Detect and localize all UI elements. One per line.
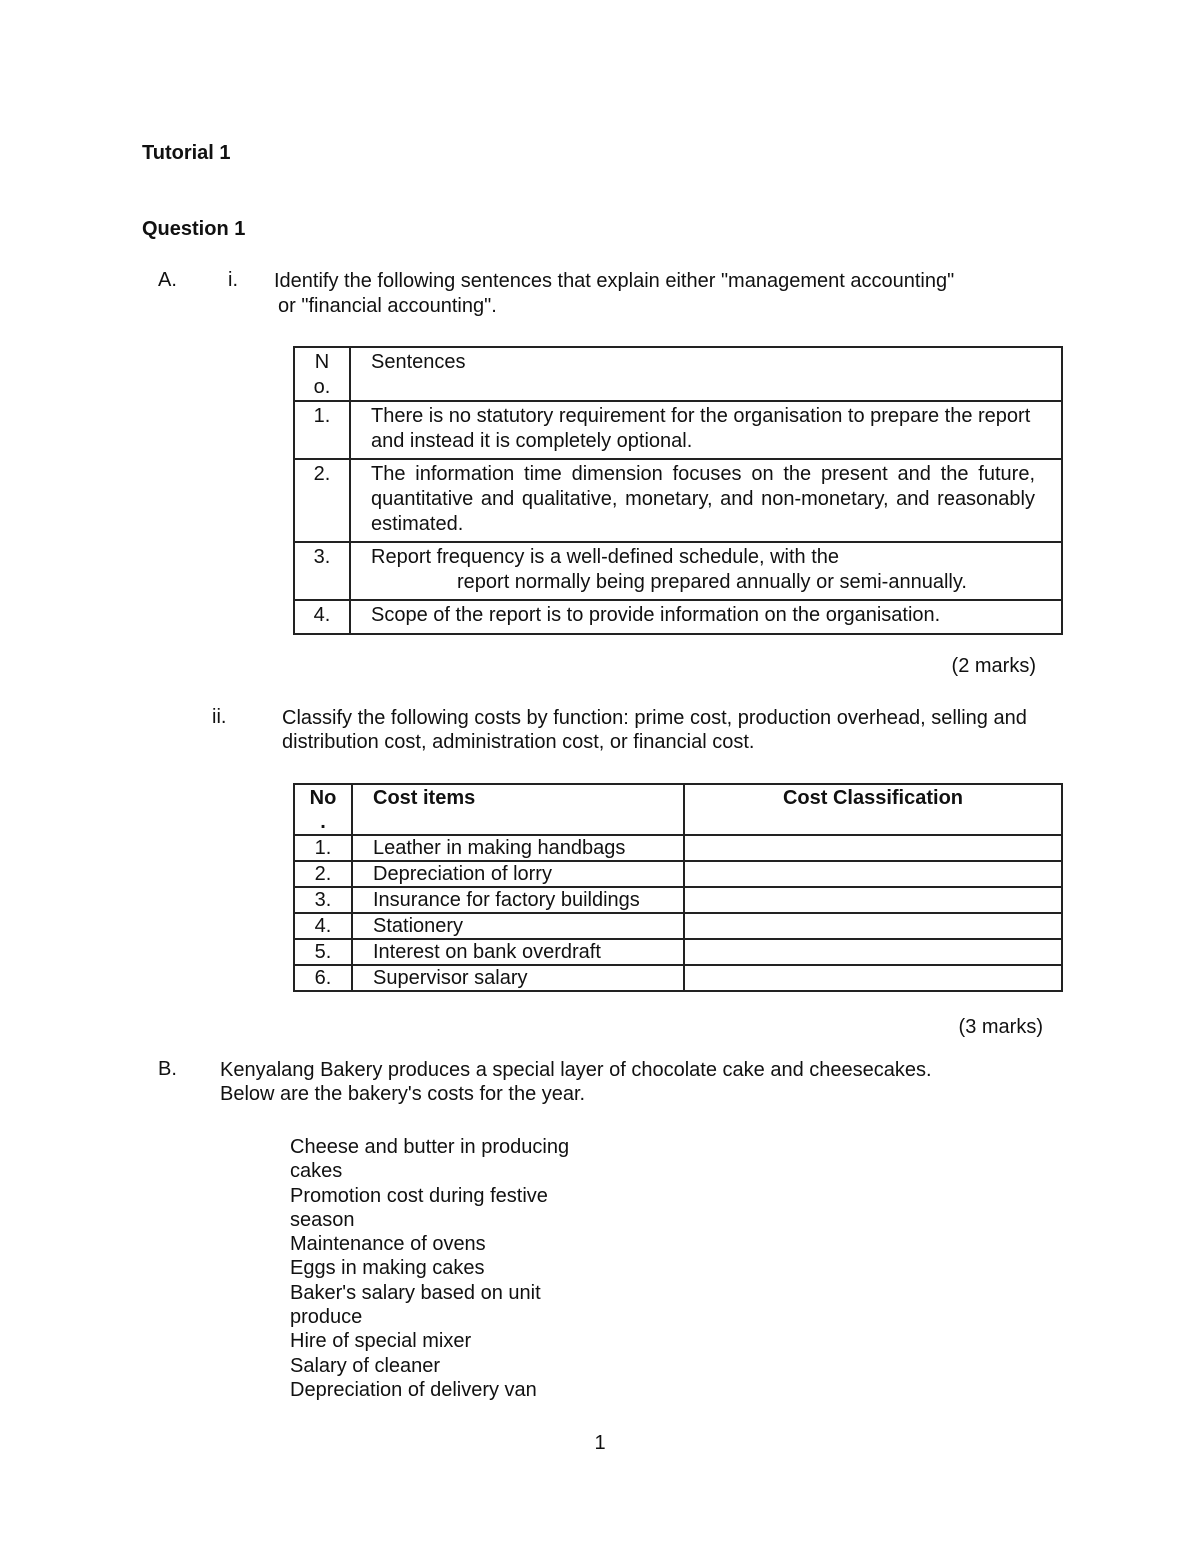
table-row [294,861,1062,887]
part-b-intro-line2: Below are the bakery's costs for the year. [220,1083,586,1105]
table-row [294,887,1062,913]
row-sentence [350,542,1062,600]
row-no: 3. [294,887,352,913]
table-row [294,939,1062,965]
row-classification-cell[interactable] [684,887,1062,913]
list-item: Cheese and butter in producing cakes [290,1136,570,1183]
row-sentence: Scope of the report is to provide information on the organisation. [350,600,1062,634]
part-b-label: B. [158,1058,177,1080]
table-row [294,965,1062,991]
row3-line1-text: Report frequency is a well-defined schedule, with the [371,546,840,568]
table-row [294,459,1062,542]
header-no-line1: N [314,351,330,373]
list-item: Depreciation of delivery van [290,1378,537,1401]
row-no: 4. [294,913,352,939]
row-no: 4. [294,600,350,634]
cost-classification-table [293,783,1063,992]
sub-i-instruction-line2: or "financial accounting". [278,295,497,317]
header-no-line1: No [309,787,337,809]
row-cost-item: Stationery [352,913,684,939]
header-sentences-cell: Sentences [350,347,1062,401]
table-row [294,401,1062,459]
header-cost-items: Cost items [352,784,684,835]
row-no: 3. [294,542,350,600]
bakery-cost-list [290,1135,610,1402]
list-item: Baker's salary based on unit produce [290,1281,541,1329]
row-no: 2. [294,861,352,887]
page-number: 1 [594,1432,606,1454]
table-row [294,542,1062,600]
header-no-cell [294,784,352,835]
header-cost-classification: Cost Classification [684,784,1062,835]
list-item: Hire of special mixer [290,1330,472,1353]
table-row [294,913,1062,939]
row-no: 1. [294,835,352,861]
row-no: 6. [294,965,352,991]
part-a-label: A. [158,269,177,291]
part-b-intro-line1: Kenyalang Bakery produces a special layer of chocolate cake and cheesecakes. [220,1059,932,1081]
table-header-row [294,347,1062,401]
row-no: 5. [294,939,352,965]
table-row [294,835,1062,861]
header-no-line2: o. [313,376,331,398]
sentences-table [293,346,1063,635]
row-cost-item: Supervisor salary [352,965,684,991]
sub-i-label: i. [228,269,238,291]
table-row [294,600,1062,634]
row-cost-item: Insurance for factory buildings [352,887,684,913]
row-cost-item: Leather in making handbags [352,835,684,861]
row-cost-item: Depreciation of lorry [352,861,684,887]
list-item: Maintenance of ovens [290,1233,486,1256]
header-no-cell [294,347,350,401]
part-b-intro [220,1058,1040,1106]
row-no: 1. [294,401,350,459]
list-item: Eggs in making cakes [290,1257,485,1280]
list-item: Promotion cost during festive season [290,1184,548,1231]
header-no-line2: . [320,811,326,833]
row-sentence: The information time dimension focuses on the present and the future, quantitative and qualitative, monetary, and non-monetary, and reasonably estimated. [350,459,1062,542]
row-classification-cell[interactable] [684,835,1062,861]
row-classification-cell[interactable] [684,965,1062,991]
tutorial-title: Tutorial 1 [142,142,231,164]
sub-i-instruction-line1: Identify the following sentences that explain either "management accounting" [274,270,955,292]
marks-a-i: (2 marks) [951,655,1036,677]
row-classification-cell[interactable] [684,861,1062,887]
question-heading: Question 1 [142,218,246,240]
table-header-row [294,784,1062,835]
list-item: Salary of cleaner [290,1354,441,1377]
marks-a-ii: (3 marks) [958,1016,1043,1038]
sub-i-instruction [274,269,1054,319]
row-sentence: There is no statutory requirement for the organisation to prepare the report and instead it is completely optional. [350,401,1062,459]
row-sentence-line2: report normally being prepared annually or semi-annually. [457,571,967,593]
row-classification-cell[interactable] [684,939,1062,965]
sub-ii-label: ii. [212,706,227,728]
sub-ii-instruction: Classify the following costs by function: prime cost, production overhead, selling and distribution cost, administration cost, or financial cost. [282,707,1027,753]
row-no: 2. [294,459,350,542]
row-cost-item: Interest on bank overdraft [352,939,684,965]
row-classification-cell[interactable] [684,913,1062,939]
row-sentence-line1 [371,545,1035,570]
